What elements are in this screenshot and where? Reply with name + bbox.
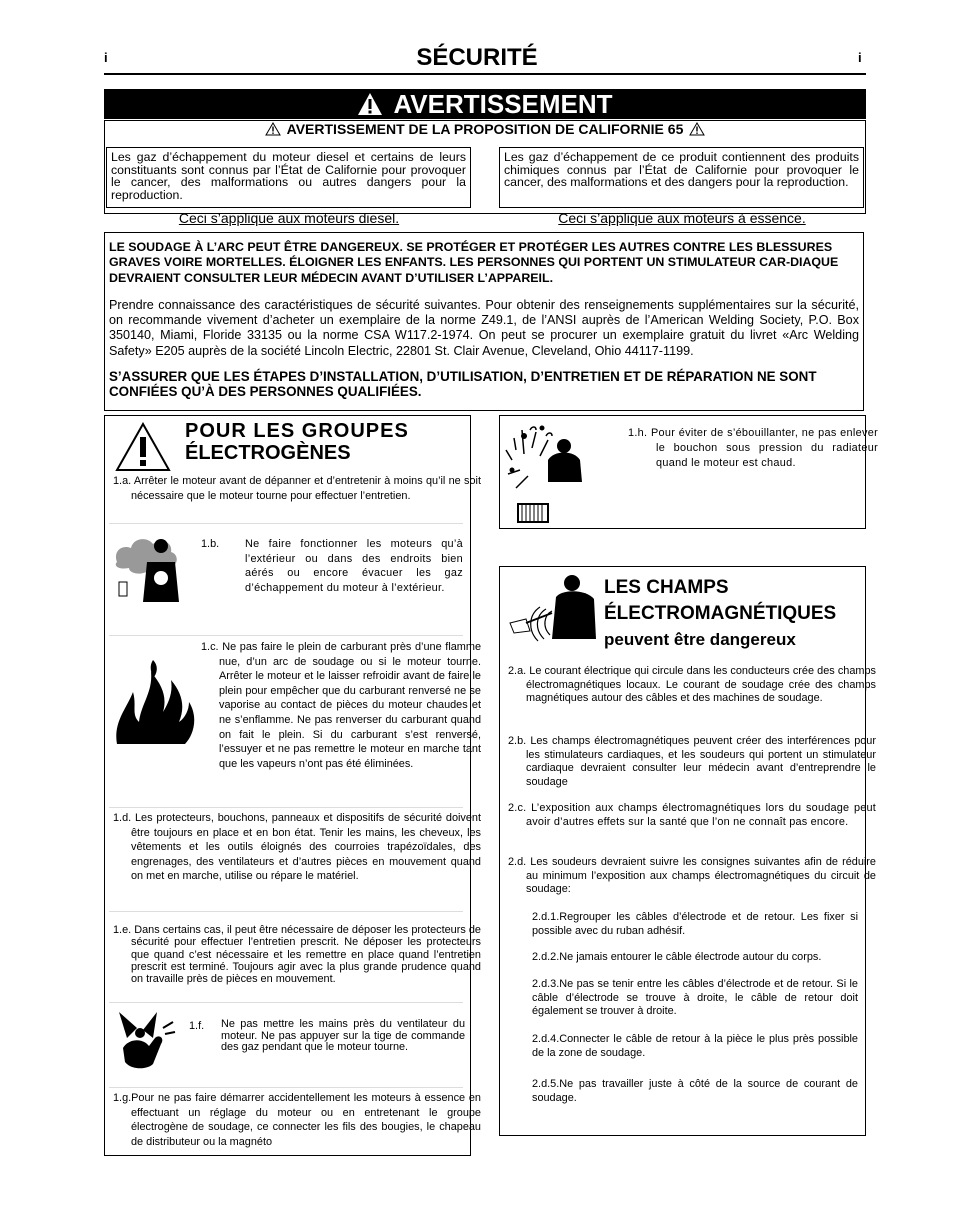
item-1b-number: 1.b.	[201, 538, 220, 550]
gas-applies-text: Ceci s’applique aux moteurs à essence.	[558, 210, 806, 226]
intro-warning: LE SOUDAGE À L’ARC PEUT ÊTRE DANGEREUX. SE PROTÉGER ET PROTÉGER LES AUTRES CONTRE LES BLESSURES GRAVES VOIRE MORTELLES. ÉLOIGNER LES ENFANTS. LES PERSONNES QUI PORTENT UN STIMULATEUR CAR-DIAQUE DEVRAIENT CONSULTER LEUR MÉDECIN AVANT D’UTILISER L’APPAREIL.	[109, 240, 839, 285]
emf-heading	[604, 575, 860, 653]
california-heading-text: AVERTISSEMENT DE LA PROPOSITION DE CALIFORNIE 65	[286, 121, 684, 137]
intro-box	[104, 232, 864, 411]
hand-fan-icon	[113, 1008, 179, 1070]
exhaust-fumes-icon	[109, 532, 199, 606]
item-1f: Ne pas mettre les mains près du ventilateur du moteur. Ne pas appuyer sur la tige de commande des gaz pendant que le moteur tourne.	[221, 1018, 465, 1053]
title-rule	[104, 73, 866, 75]
item-2d2: 2.d.2.Ne jamais entourer le câble électrode autour du corps.	[532, 951, 822, 963]
engines-heading-line2: ÉLECTROGÈNES	[185, 442, 351, 464]
engines-heading	[185, 420, 465, 464]
item-1d: 1.d. Les protecteurs, bouchons, panneaux et dispositifs de sécurité doivent être toujours en place et en bon état. Tenir les mains, les cheveux, les vêtements et les outils éloignés des courroies trapézoïdales, des engrenages, des ventilateurs et d’autres pièces en mouvement quand on met en marche, utilise ou répare le matériel.	[113, 812, 481, 883]
divider	[109, 635, 463, 636]
divider	[109, 523, 463, 524]
warning-triangle-icon	[115, 422, 171, 472]
page-number-right: i	[858, 50, 862, 65]
electromagnetic-field-icon	[506, 571, 602, 643]
item-1h: 1.h. Pour éviter de s’ébouillanter, ne pas enlever le bouchon sous pression du radiateur quand le moteur est chaud.	[628, 427, 878, 469]
hot-coolant-icon	[502, 420, 602, 528]
gas-applies-note	[497, 210, 867, 226]
item-1b: Ne faire fonctionner les moteurs qu’à l’extérieur ou dans des endroits bien aérés ou encore évacuer les gaz d’échappement du moteur à l’extérieur.	[245, 538, 463, 594]
page-title: SÉCURITÉ	[416, 44, 538, 71]
emf-section	[499, 566, 876, 1136]
divider	[109, 807, 463, 808]
warning-triangle-icon	[265, 122, 281, 136]
item-2c: 2.c. L’exposition aux champs électromagnétiques lors du soudage peut avoir d’autres effets sur la santé que l’on ne connaît pas encore.	[508, 802, 876, 828]
page-number-left: i	[104, 50, 108, 65]
california-heading	[104, 121, 866, 137]
item-2d1: 2.d.1.Regrouper les câbles d’électrode et de retour. Les fixer si possible avec du ruban adhésif.	[532, 911, 858, 937]
item-1e: 1.e. Dans certains cas, il peut être nécessaire de déposer les protecteurs de sécurité pour effectuer l’entretien prescrit. Ne déposer les protecteurs que quand c’est nécessaire et les remettre en place quand l’entretien prescrit est terminé. Toujours agir avec la plus grande prudence quand on travaille près de pièces en mouvement.	[113, 924, 481, 986]
intro-closing: S’ASSURER QUE LES ÉTAPES D’INSTALLATION, D’UTILISATION, D’ENTRETIEN ET DE RÉPARATION NE SONT CONFIÉES QU’À DES PERSONNES QUALIFIÉES.	[109, 368, 817, 399]
engines-section	[104, 415, 481, 1156]
intro-paragraph: Prendre connaissance des caractéristiques de sécurité suivantes. Pour obtenir des renseignements supplémentaires sur la sécurité, on recommande vivement d’acheter un exemplaire de la norme Z49.1, de l’ANSI auprès de l’American Welding Society, P.O. Box 350140, Miami, Floride 33135 ou la norme CSA W117.2-1974. On peut se procurer un exemplaire gratuit du livret «Arc Welding Safety» E205 auprès de la société Lincoln Electric, 22801 St. Clair Avenue, Cleveland, Ohio 44117-1199.	[109, 297, 859, 358]
engines-heading-line1: POUR LES GROUPES	[185, 420, 409, 442]
item-2d5: 2.d.5.Ne pas travailler juste à côté de la source de courant de soudage.	[532, 1078, 858, 1104]
warning-triangle-icon	[689, 122, 705, 136]
warning-banner	[104, 89, 866, 119]
item-1a: 1.a. Arrêter le moteur avant de dépanner et d’entretenir à moins qu’il ne soit nécessaire que le moteur tourne pour effectuer l’entretien.	[113, 475, 481, 502]
diesel-warning-text: Les gaz d’échappement du moteur diesel et certains de leurs constituants sont connus par l’État de Californie pour provoquer le cancer, des malformations ou autres dangers pour la reproduction.	[106, 147, 471, 208]
item-2d3: 2.d.3.Ne pas se tenir entre les câbles d’électrode et de retour. Si le câble d’électrode se trouve à droite, le câble de retour doit également se trouver à droite.	[532, 978, 858, 1018]
radiator-section	[499, 415, 878, 529]
item-2b: 2.b. Les champs électromagnétiques peuvent créer des interférences pour les stimulateurs cardiaques, et les soudeurs qui portent un stimulateur cardiaque devraient consulter leur médecin avant d’entreprendre le soudage	[508, 735, 876, 788]
item-2d4: 2.d.4.Connecter le câble de retour à la pièce le plus près possible de la zone de soudage.	[532, 1033, 858, 1059]
gas-warning-text: Les gaz d’échappement de ce produit contiennent des produits chimiques connus par l’État de Californie pour provoquer le cancer, des malformations et des dangers pour la reproduction.	[499, 147, 864, 208]
divider	[109, 911, 463, 912]
emf-heading-line1: LES CHAMPS	[604, 577, 729, 598]
item-2a: 2.a. Le courant électrique qui circule dans les conducteurs crée des champs électromagnétiques locaux. Le courant de soudage crée des champs magnétiques autour des câbles et des machines de soudage.	[508, 665, 876, 705]
fire-icon	[113, 652, 199, 746]
item-1f-number: 1.f.	[189, 1020, 205, 1032]
item-1g: 1.g.Pour ne pas faire démarrer accidentellement les moteurs à essence en effectuant un réglage du moteur ou en entretenant le groupe électrogène de soudage, ce connecter les fils des bougies, le chapeau de distributeur ou la magnéto	[113, 1092, 481, 1148]
item-2d: 2.d. Les soudeurs devraient suivre les consignes suivantes afin de réduire au minimum l’exposition aux champs électromagnétiques du circuit de soudage:	[508, 856, 876, 896]
diesel-applies-text: Ceci s’applique aux moteurs diesel.	[178, 210, 400, 226]
divider	[109, 1002, 463, 1003]
diesel-applies-note	[104, 210, 474, 226]
emf-heading-line2: ÉLECTROMAGNÉTIQUES	[604, 603, 837, 624]
item-1c: 1.c. Ne pas faire le plein de carburant près d’une flamme nue, d’un arc de soudage ou si le moteur tourne. Arrêter le moteur et le laisser refroidir avant de faire le plein pour empêcher que du carburant renversé ne se vaporise au contact de pièces du moteur chaudes et ne s’enflamme. Ne pas renverser du carburant quand on fait le plein. Si du carburant s’est renversé, l’essuyer et ne pas remettre le moteur en marche tant que les vapeurs n’ont pas été éliminées.	[201, 641, 481, 770]
divider	[109, 1087, 463, 1088]
banner-text: AVERTISSEMENT	[393, 88, 613, 119]
emf-heading-line3: peuvent être dangereux	[604, 630, 796, 649]
warning-triangle-icon	[357, 92, 383, 116]
